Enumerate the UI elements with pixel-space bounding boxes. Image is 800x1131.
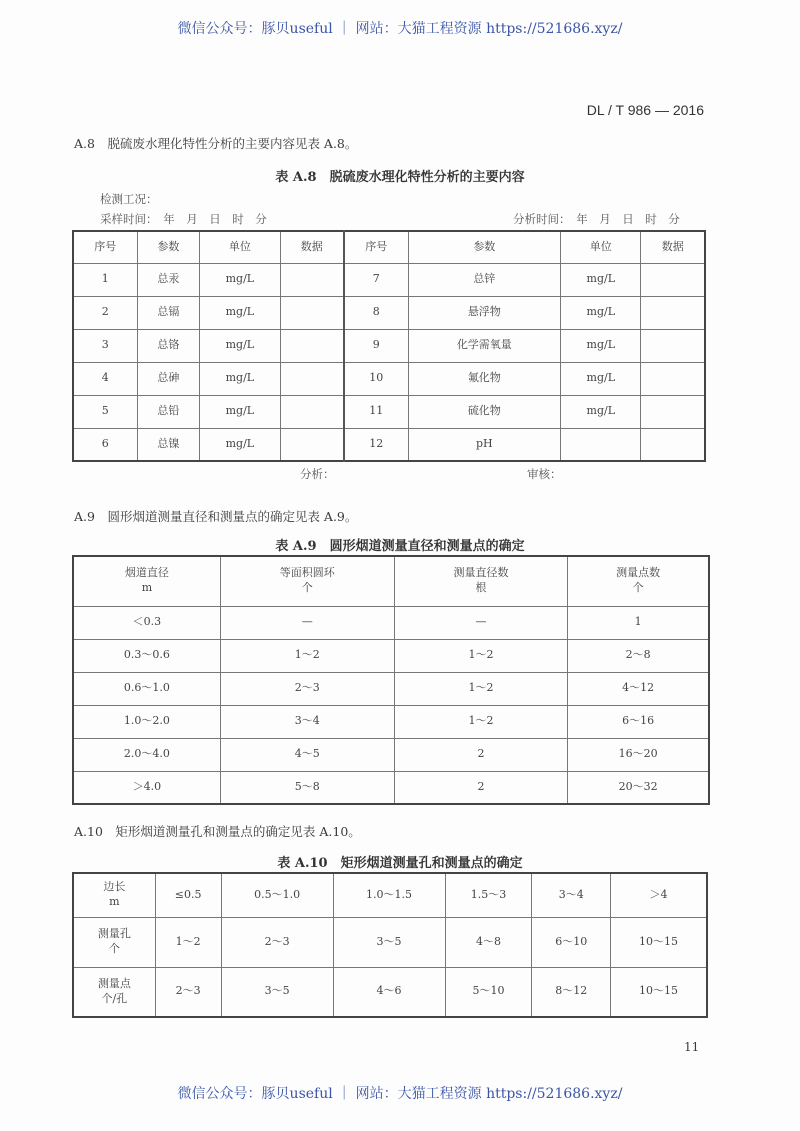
table-cell: mg/L (200, 296, 280, 329)
analyst-label: 分析： (300, 467, 335, 481)
data-cell (641, 263, 705, 296)
cell-line: ≤0.5 (174, 887, 202, 901)
table-cell: 20～32 (568, 771, 709, 804)
column-header: 参数 (137, 231, 200, 263)
watermark-top: 微信公众号：豚贝useful ｜ 网站：大猫工程资源 https://521686.xyz/ (177, 21, 623, 37)
table-cell: 硫化物 (408, 395, 561, 428)
table-cell: mg/L (200, 395, 280, 428)
row-header (73, 873, 155, 917)
table-row (73, 362, 705, 395)
table-cell: 10 (344, 362, 408, 395)
header-line: 测量点数 (616, 566, 661, 580)
table-row (73, 606, 709, 639)
table-cell (155, 873, 221, 917)
table-cell (445, 917, 532, 967)
cell-line: 3～5 (264, 984, 290, 998)
table-a10 (72, 872, 708, 1018)
table-cell (445, 967, 532, 1017)
table-cell: 12 (344, 428, 408, 461)
table-cell: 1～2 (220, 639, 394, 672)
table-cell: 总铬 (137, 329, 200, 362)
table-cell: 总铅 (137, 395, 200, 428)
table-cell: mg/L (561, 329, 641, 362)
table-cell: 1～2 (394, 639, 568, 672)
table-cell: 2 (394, 738, 568, 771)
data-cell (280, 362, 344, 395)
table-cell (221, 873, 333, 917)
a8-intro: A.8 脱硫废水理化特性分析的主要内容见表 A.8。 (74, 136, 358, 151)
table-cell: 2～8 (568, 639, 709, 672)
standard-number: DL / T 986 — 2016 (586, 102, 704, 118)
table-cell: 9 (344, 329, 408, 362)
table-cell: 4～5 (220, 738, 394, 771)
column-header: 单位 (200, 231, 280, 263)
table-cell: 2 (394, 771, 568, 804)
table-cell: 6～16 (568, 705, 709, 738)
column-header: 参数 (408, 231, 561, 263)
analysis-time: 分析时间： 年 月 日 时 分 (513, 212, 680, 226)
table-cell: ＞4.0 (73, 771, 220, 804)
table-row (73, 917, 707, 967)
table-cell: 0.3～0.6 (73, 639, 220, 672)
table-cell: 总汞 (137, 263, 200, 296)
cell-line: 测量点 (97, 976, 131, 990)
column-header: 数据 (280, 231, 344, 263)
row-header (73, 967, 155, 1017)
cell-line: m (109, 895, 120, 909)
table-cell (611, 917, 708, 967)
data-cell (280, 263, 344, 296)
table-cell: 1～2 (394, 672, 568, 705)
table-cell (445, 873, 532, 917)
table-cell (532, 967, 611, 1017)
table-cell: mg/L (561, 296, 641, 329)
page-number: 11 (684, 1040, 700, 1054)
cell-line: 1.5～3 (470, 887, 507, 901)
column-header: 单位 (561, 231, 641, 263)
cell-line: 0.5～1.0 (254, 887, 301, 901)
column-header: 序号 (73, 231, 137, 263)
table-row (73, 263, 705, 296)
column-header: 序号 (344, 231, 408, 263)
table-cell: 2 (73, 296, 137, 329)
table-cell: mg/L (200, 362, 280, 395)
cell-line: 10～15 (639, 934, 678, 948)
header-line: 测量直径数 (453, 566, 509, 580)
table-cell (333, 967, 445, 1017)
data-cell (280, 329, 344, 362)
row-header (73, 917, 155, 967)
reviewer-label: 审核： (527, 467, 562, 481)
cell-line: 2～3 (175, 984, 201, 998)
table-row (73, 738, 709, 771)
table-a9 (72, 555, 710, 805)
table-cell: pH (408, 428, 561, 461)
table-cell: 5～8 (220, 771, 394, 804)
table-cell: 1～2 (394, 705, 568, 738)
table-cell: 总砷 (137, 362, 200, 395)
table-cell (155, 967, 221, 1017)
cell-line: 测量孔 (97, 927, 131, 941)
table-cell: mg/L (561, 362, 641, 395)
column-header (73, 556, 220, 606)
header-line: 烟道直径 (124, 566, 169, 580)
table-cell: 4 (73, 362, 137, 395)
table-cell: mg/L (200, 329, 280, 362)
a10-intro: A.10 矩形烟道测量孔和测量点的确定见表 A.10。 (74, 824, 361, 839)
cell-line: 8～12 (555, 984, 588, 998)
cell-line: 4～6 (376, 984, 402, 998)
table-row (73, 771, 709, 804)
header-line: 根 (475, 581, 487, 595)
table-cell (333, 873, 445, 917)
cell-line: 个/孔 (101, 991, 128, 1005)
a10-caption: 表 A.10 矩形烟道测量孔和测量点的确定 (277, 856, 523, 871)
cell-line: 边长 (103, 880, 126, 894)
table-cell: 1 (568, 606, 709, 639)
data-cell (641, 296, 705, 329)
cell-line: 4～8 (475, 934, 501, 948)
watermark-bottom: 微信公众号：豚贝useful ｜ 网站：大猫工程资源 https://521686.xyz/ (177, 1086, 623, 1102)
cell-line: 1.0～1.5 (366, 887, 413, 901)
cell-line: 10～15 (639, 984, 678, 998)
a9-intro: A.9 圆形烟道测量直径和测量点的确定见表 A.9。 (74, 509, 358, 524)
table-cell: 3～4 (220, 705, 394, 738)
table-cell: 16～20 (568, 738, 709, 771)
table-row (73, 967, 707, 1017)
table-cell: 总镉 (137, 296, 200, 329)
a8-caption: 表 A.8 脱硫废水理化特性分析的主要内容 (275, 170, 525, 185)
table-cell (155, 917, 221, 967)
table-row (73, 705, 709, 738)
table-cell: — (220, 606, 394, 639)
a9-caption: 表 A.9 圆形烟道测量直径和测量点的确定 (275, 539, 525, 554)
column-header (568, 556, 709, 606)
table-cell: 8 (344, 296, 408, 329)
cell-line: 3～4 (558, 887, 584, 901)
table-cell (333, 917, 445, 967)
table-cell: 化学需氧量 (408, 329, 561, 362)
table-a8 (72, 230, 706, 462)
table-cell: 6 (73, 428, 137, 461)
header-line: 等面积圆环 (279, 566, 335, 580)
cell-line: 2～3 (264, 934, 290, 948)
table-cell: 1.0～2.0 (73, 705, 220, 738)
table-cell: 11 (344, 395, 408, 428)
condition-label: 检测工况： (100, 192, 158, 206)
table-cell (221, 967, 333, 1017)
table-cell: 5 (73, 395, 137, 428)
table-cell: 0.6～1.0 (73, 672, 220, 705)
table-cell: ＜0.3 (73, 606, 220, 639)
data-cell (280, 428, 344, 461)
sample-time: 采样时间： 年 月 日 时 分 (100, 212, 267, 226)
table-row (73, 296, 705, 329)
table-row (73, 873, 707, 917)
table-cell: mg/L (561, 395, 641, 428)
table-cell: 4～12 (568, 672, 709, 705)
cell-line: 5～10 (472, 984, 505, 998)
table-cell (221, 917, 333, 967)
table-cell: — (394, 606, 568, 639)
data-cell (641, 362, 705, 395)
table-cell: 总锌 (408, 263, 561, 296)
cell-line: 个 (108, 942, 120, 955)
cell-line: ＞4 (649, 887, 668, 901)
data-cell (641, 395, 705, 428)
header-line: m (141, 581, 153, 595)
table-cell: mg/L (200, 428, 280, 461)
table-row (73, 428, 705, 461)
table-cell (532, 917, 611, 967)
table-row (73, 672, 709, 705)
table-cell: 2.0～4.0 (73, 738, 220, 771)
cell-line: 3～5 (376, 934, 402, 948)
table-header-row (73, 556, 709, 606)
column-header (394, 556, 568, 606)
table-row (73, 329, 705, 362)
header-line: 个 (632, 581, 644, 595)
table-cell: 氟化物 (408, 362, 561, 395)
header-line: 个 (301, 581, 313, 595)
table-cell: 悬浮物 (408, 296, 561, 329)
table-cell: 3 (73, 329, 137, 362)
table-header-row (73, 231, 705, 263)
data-cell (280, 395, 344, 428)
table-row (73, 639, 709, 672)
cell-line: 6～10 (555, 934, 588, 948)
table-cell: 总镍 (137, 428, 200, 461)
column-header: 数据 (641, 231, 705, 263)
table-cell (561, 428, 641, 461)
table-cell (611, 873, 708, 917)
table-cell: 2～3 (220, 672, 394, 705)
cell-line: 1～2 (175, 934, 201, 948)
data-cell (641, 329, 705, 362)
table-cell: 1 (73, 263, 137, 296)
table-cell (611, 967, 708, 1017)
data-cell (641, 428, 705, 461)
column-header (220, 556, 394, 606)
data-cell (280, 296, 344, 329)
table-cell: mg/L (561, 263, 641, 296)
table-cell (532, 873, 611, 917)
table-cell: mg/L (200, 263, 280, 296)
table-cell: 7 (344, 263, 408, 296)
table-row (73, 395, 705, 428)
